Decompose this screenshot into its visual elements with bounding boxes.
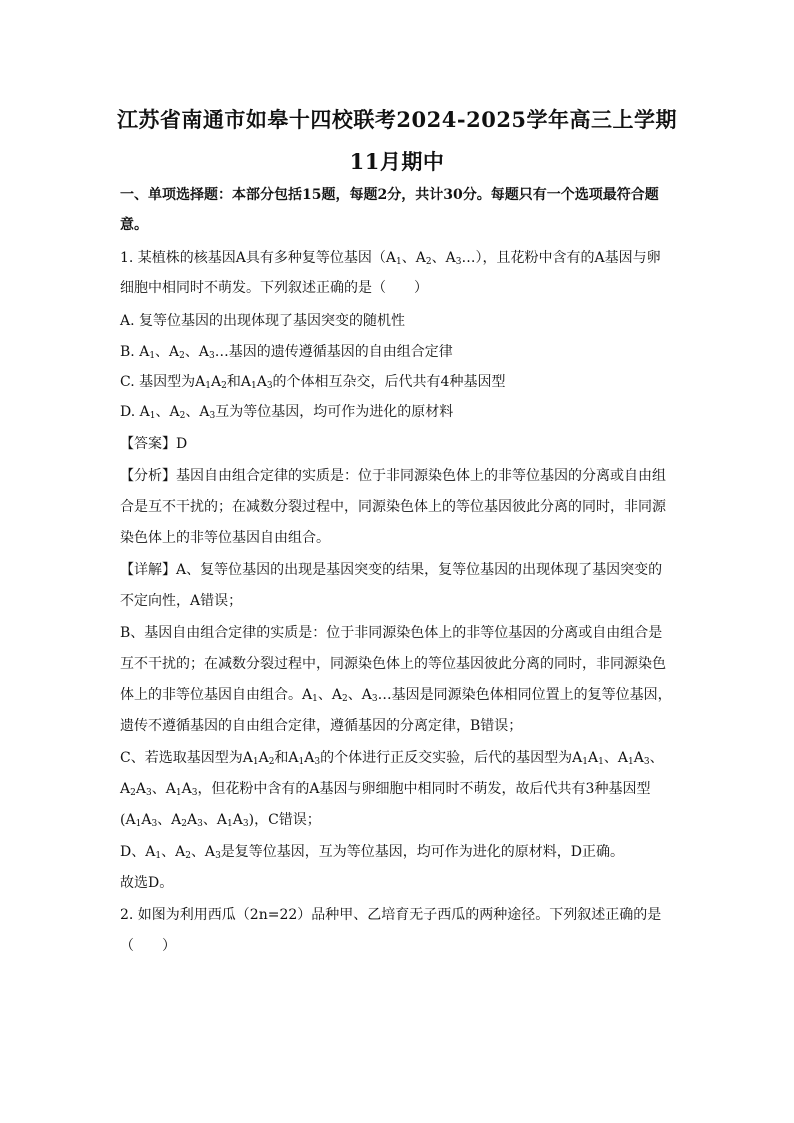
section-heading-cont: 意。	[120, 217, 148, 233]
question-1-detail-line5: 体上的非等位基因自由组合。$A_1$、$A_2$、$A_3\dots$基因是同源染色体相同位置上的复等位基因，	[120, 687, 672, 704]
question-1-option-a: A. 复等位基因的出现体现了基因突变的随机性	[120, 313, 406, 329]
question-1-stem: 1. 某植株的核基因A具有多种复等位基因（$A_1$、$A_2$、$A_3\dots$），且花粉中含有的A基因与卵	[120, 250, 661, 267]
section-heading: 一、单项选择题：本部分包括15题，每题2分，共计30分。每题只有一个选项最符合题	[120, 187, 659, 203]
question-1-detail-line6: 遗传不遵循基因的自由组合定律，遵循基因的分离定律，B错误；	[120, 718, 523, 734]
question-1-answer: 【答案】D	[120, 436, 188, 452]
document-title-line2: 11月期中	[349, 149, 445, 174]
question-1-conclusion: 故选D。	[120, 875, 174, 891]
question-1-detail-line10: D、$A_1$、$A_2$、$A_3$是复等位基因，互为等位基因，均可作为进化的原材料，D正确。	[120, 844, 625, 861]
question-2-stem-cont: （ ）	[120, 938, 176, 954]
question-1-detail-line4: 互不干扰的；在减数分裂过程中，同源染色体上的等位基因彼此分离的同时，非同源染色	[120, 656, 666, 672]
question-1-detail-line1: 【详解】A、复等位基因的出现是基因突变的结果，复等位基因的出现体现了基因突变的	[120, 562, 663, 578]
document-title-line1: 江苏省南通市如皋十四校联考2024-2025学年高三上学期	[116, 107, 678, 132]
question-1-option-b: B. $A_1$、$A_2$、$A_3\dots$基因的遗传遵循基因的自由组合定律	[120, 344, 453, 361]
question-1-analysis-line1: 【分析】基因自由组合定律的实质是：位于非同源染色体上的非等位基因的分离或自由组	[120, 468, 666, 484]
question-1-stem-cont: 细胞中相同时不萌发。下列叙述正确的是（ ）	[120, 280, 428, 296]
question-1-detail-line3: B、基因自由组合定律的实质是：位于非同源染色体上的非等位基因的分离或自由组合是	[120, 625, 663, 641]
question-1-detail-line9: ($A_1A_3$、$A_2A_3$、$A_1A_3$)，C错误；	[120, 812, 321, 829]
question-1-detail-line2: 不定向性，A错误；	[120, 593, 243, 609]
question-1-option-d: D. $A_1$、$A_2$、$A_3$互为等位基因，均可作为进化的原材料	[120, 404, 454, 421]
question-1-detail-line8: $A_2A_3$、$A_1A_3$，但花粉中含有的A基因与卵细胞中相同时不萌发，故后代共有3种基因型	[120, 781, 651, 798]
question-1-analysis-line2: 合是互不干扰的；在减数分裂过程中，同源染色体上的等位基因彼此分离的同时，非同源	[120, 499, 666, 515]
question-1-detail-line7: C、若选取基因型为$A_1A_2$和$A_1A_3$的个体进行正反交实验，后代的基因型为$A_1A_1$、$A_1A_3$、	[120, 750, 664, 767]
question-2-stem: 2. 如图为利用西瓜（2n=22）品种甲、乙培育无子西瓜的两种途径。下列叙述正确的是	[120, 907, 662, 923]
question-1-analysis-line3: 染色体上的非等位基因自由组合。	[120, 530, 330, 546]
question-1-option-c: C. 基因型为$A_1A_2$和$A_1A_3$的个体相互杂交，后代共有4种基因型	[120, 374, 506, 391]
